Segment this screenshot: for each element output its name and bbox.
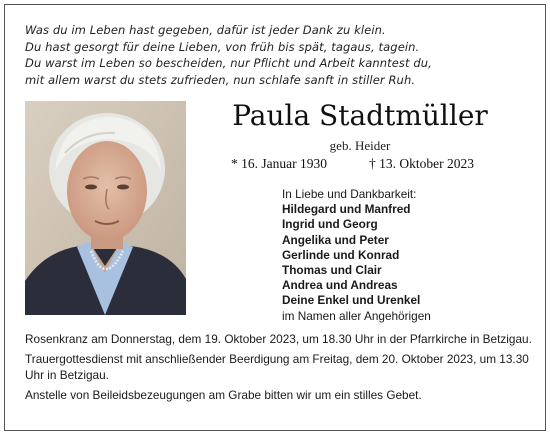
poem-line: Du warst im Leben so bescheiden, nur Pflicht und Arbeit kanntest du, [25, 56, 432, 71]
death-date: † 13. Oktober 2023 [369, 156, 474, 171]
mourner-name: Angelika und Peter [282, 232, 389, 247]
poem-line: Du hast gesorgt für deine Lieben, von früh bis spät, tagaus, tagein. [25, 39, 420, 54]
service-details [25, 331, 537, 407]
mourner-name: Deine Enkel und Urenkel [282, 293, 421, 308]
funeral-info: Trauergottesdienst mit anschließender Beerdigung am Freitag, dem 20. Oktober 2023, um 13.30 Uhr in Betzigau. [25, 352, 529, 382]
mourner-name: Thomas und Clair [282, 263, 382, 278]
mourners-list [282, 187, 542, 324]
memorial-poem [25, 22, 535, 88]
portrait-image [25, 101, 186, 315]
poem-line: Was du im Leben hast gegeben, dafür ist jeder Dank zu klein. [25, 23, 386, 37]
birth-date: * 16. Januar 1930 [231, 156, 327, 171]
mourner-name: Hildegard und Manfred [282, 202, 411, 217]
mourners-intro: In Liebe und Dankbarkeit: [282, 187, 417, 201]
mourner-name: Andrea und Andreas [282, 278, 398, 293]
rosary-info: Rosenkranz am Donnerstag, dem 19. Oktober 2023, um 18.30 Uhr in der Pfarrkirche in Betzigau. [25, 332, 532, 346]
mourners-outro: im Namen aller Angehörigen [282, 308, 431, 323]
life-dates [231, 156, 531, 172]
obituary-notice [4, 4, 546, 431]
poem-line: mit allem warst du stets zufrieden, nun schlafe sanft in stiller Ruh. [25, 72, 416, 87]
birth-name: geb. Heider [329, 138, 391, 153]
condolence-note: Anstelle von Beileidsbezeugungen am Grabe bitten wir um ein stilles Gebet. [25, 388, 422, 402]
portrait-photo [25, 101, 186, 315]
deceased-name: Paula Stadtmüller [232, 99, 488, 132]
mourner-name: Gerlinde und Konrad [282, 247, 400, 262]
mourner-name: Ingrid und Georg [282, 217, 378, 232]
